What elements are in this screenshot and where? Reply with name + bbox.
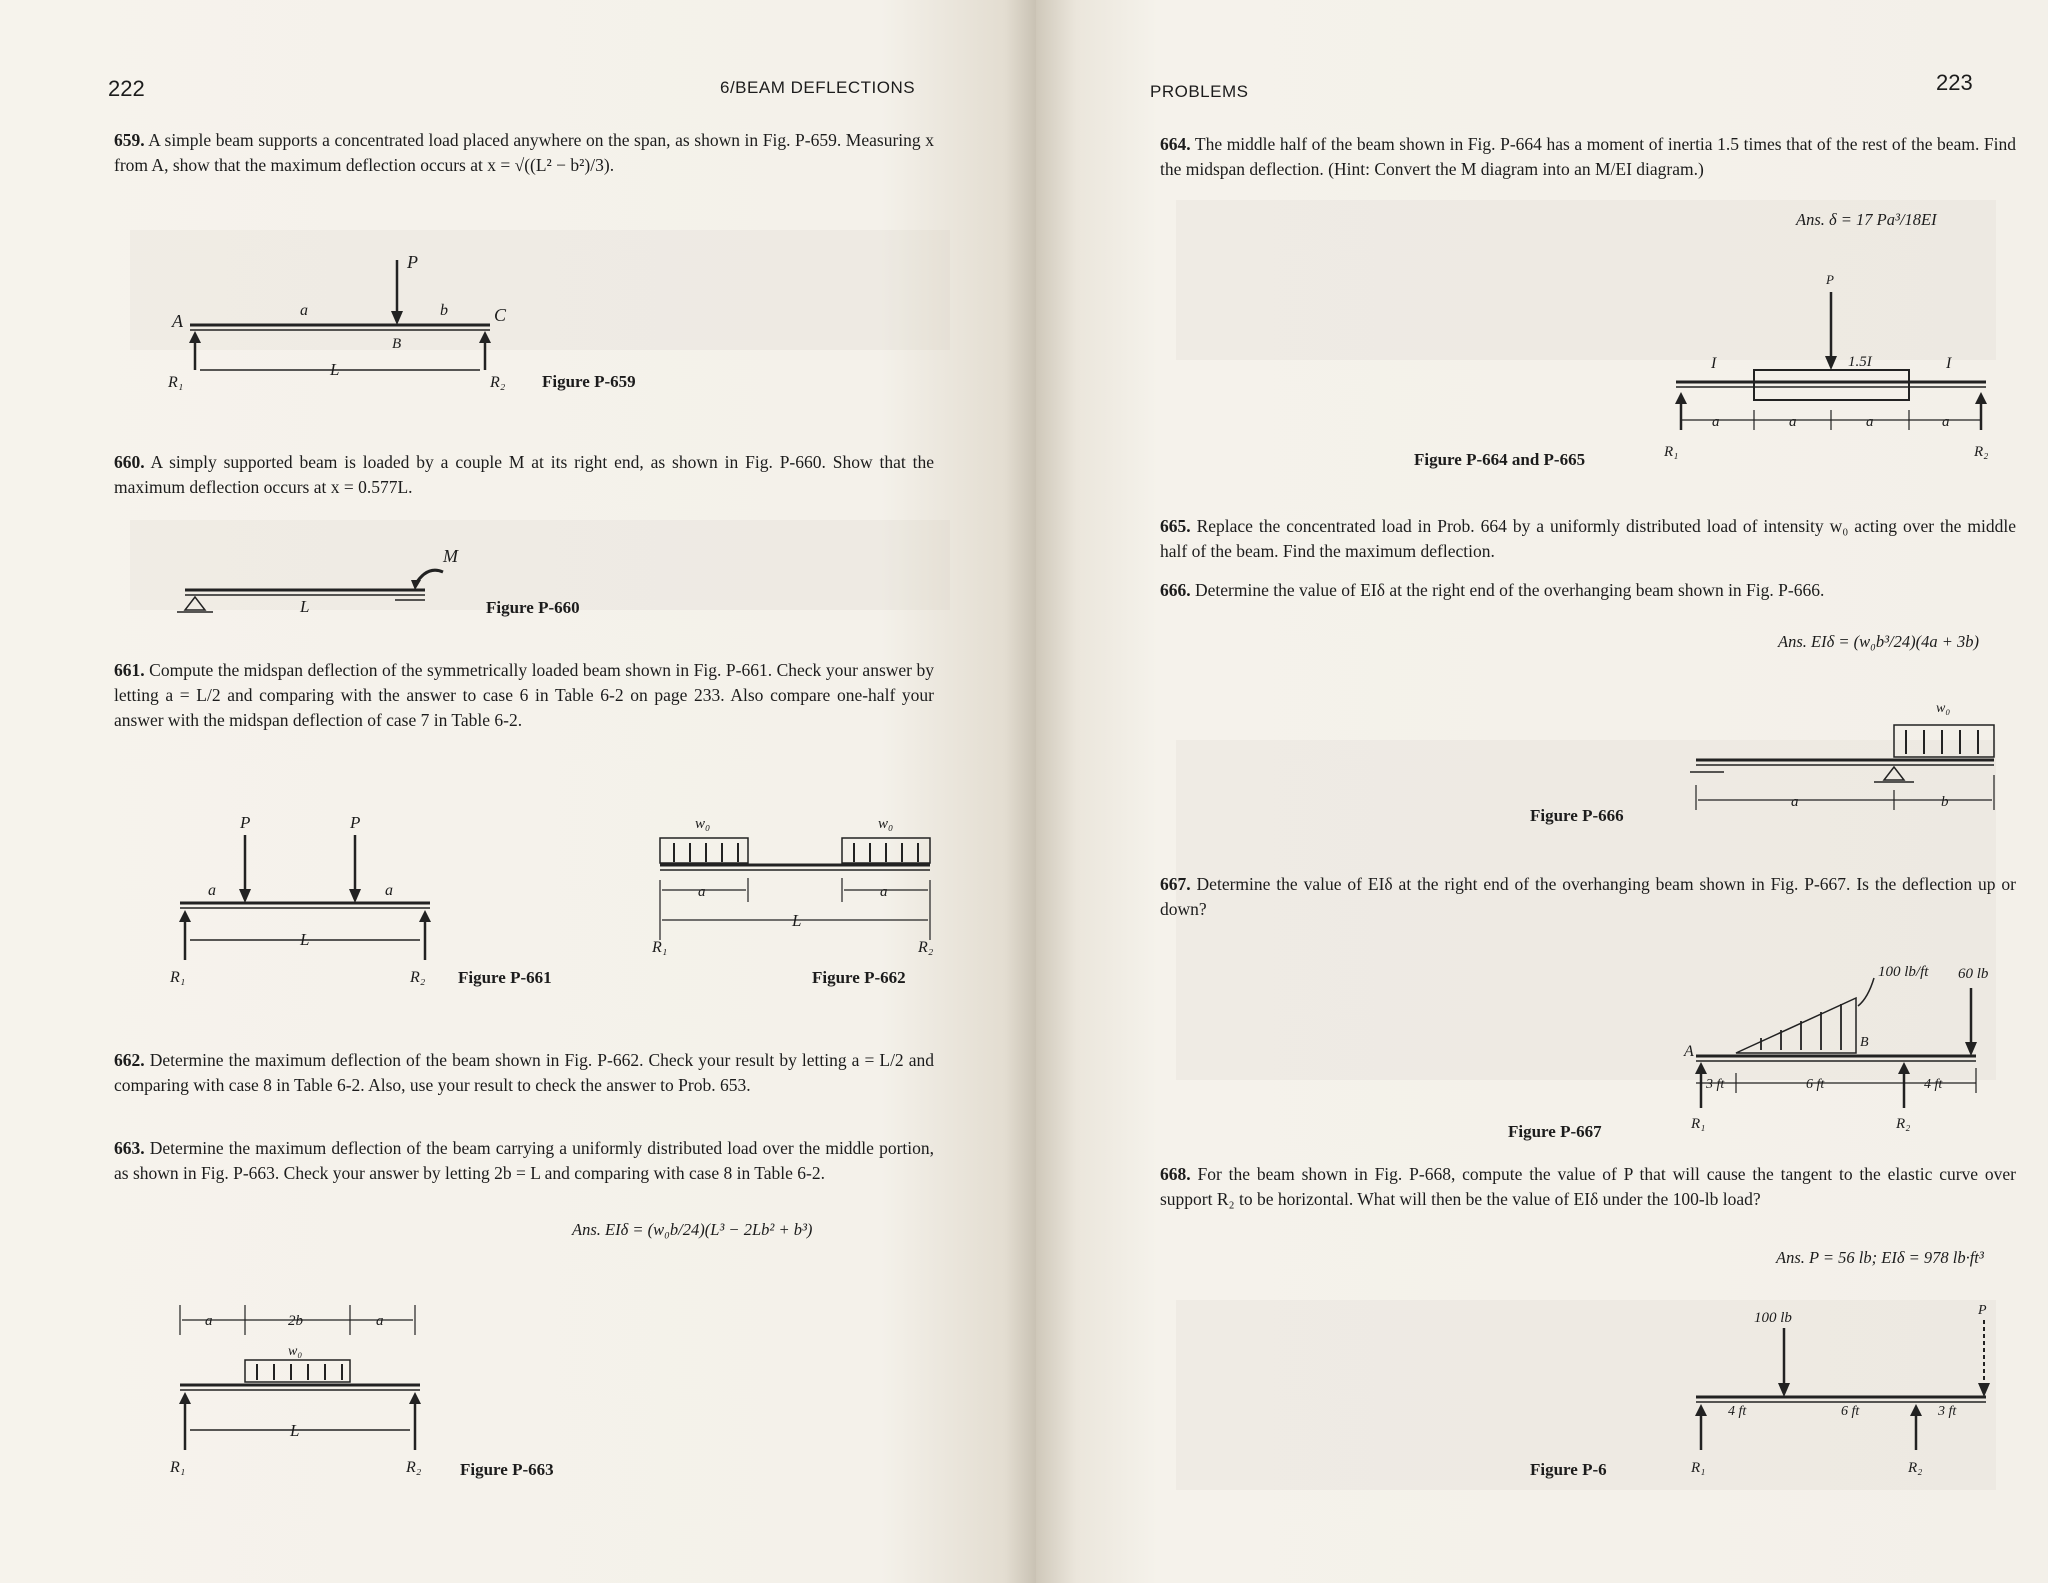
label-a: a [208, 882, 216, 899]
answer-668: Ans. P = 56 lb; EIδ = 978 lb·ft³ [1776, 1248, 1984, 1267]
problem-660 [114, 450, 934, 500]
label-L: L [300, 597, 310, 616]
label-L: L [290, 1421, 300, 1440]
label-C: C [494, 305, 507, 325]
label-2b: 2b [288, 1313, 303, 1329]
label-point-load: 60 lb [1958, 966, 1989, 982]
label-3ft: 3 ft [1938, 1404, 1957, 1419]
label-P: P [1978, 1303, 1987, 1318]
answer-666: Ans. EIδ = (w₀b³/24)(4a + 3b) [1778, 632, 1980, 651]
label-b: b [1941, 794, 1949, 810]
label-w0: w₀ [288, 1344, 303, 1359]
label-100lb: 100 lb [1754, 1310, 1792, 1326]
answer-664: Ans. δ = 17 Pa³/18EI [1796, 210, 1937, 229]
problem-text: Determine the value of EIδ at the right end of the overhanging beam shown in Fig. P-667. Is the deflection up or down? [1160, 874, 2017, 919]
problem-661 [114, 658, 934, 733]
label-load: 100 lb/ft [1878, 964, 1929, 980]
label-a: a [1791, 794, 1799, 810]
label-4ft: 4 ft [1728, 1404, 1747, 1419]
problem-666 [1160, 578, 2016, 603]
label-L: L [330, 360, 340, 379]
figure-caption: Figure P-659 [542, 372, 636, 391]
label-A: A [172, 311, 183, 331]
label-P: P [240, 813, 251, 832]
problem-number: 663. [114, 1138, 145, 1158]
problem-text: A simple beam supports a concentrated load placed anywhere on the span, as shown in Fig. P-659. Measuring x from A, show that the maximum deflection occurs at x = √((L² − b²)/3). [114, 130, 934, 175]
figure-caption: Figure P-664 and P-665 [1414, 450, 1586, 469]
problem-number: 660. [114, 452, 145, 472]
problem-668 [1160, 1162, 2016, 1212]
label-a: a [1942, 414, 1950, 430]
label-L: L [792, 911, 802, 930]
label-R2: R₂ [1896, 1116, 1911, 1132]
figure-caption: Figure P-661 [458, 968, 552, 987]
label-a: a [1866, 414, 1874, 430]
label-w0: w₀ [1936, 701, 1951, 716]
figure-p659-diagram [160, 245, 520, 395]
problem-667 [1160, 872, 2016, 922]
running-head: PROBLEMS [1150, 82, 1249, 101]
problem-text: Determine the value of EIδ at the right end of the overhanging beam shown in Fig. P-666. [1195, 580, 1825, 600]
problem-number: 666. [1160, 580, 1191, 600]
label-B: B [392, 336, 402, 352]
problem-number: 661. [114, 660, 145, 680]
label-R2: R₂ [410, 969, 426, 986]
figure-p668-diagram [1676, 1300, 2026, 1480]
problem-659 [114, 128, 934, 178]
figure-p666-diagram [1676, 690, 2016, 820]
label-I: I [1711, 355, 1717, 372]
label-a: a [376, 1313, 384, 1329]
problem-text: A simply supported beam is loaded by a couple M at its right end, as shown in Fig. P-660. Show that the maximum deflection occurs at x = 0.577L. [114, 452, 934, 497]
problem-663 [114, 1136, 934, 1186]
label-P: P [407, 252, 418, 272]
label-4ft: 4 ft [1924, 1077, 1943, 1092]
problem-664 [1160, 132, 2016, 182]
label-w0: w₀ [878, 816, 894, 832]
right-page [1036, 0, 2048, 1583]
figure-p662-diagram [640, 810, 940, 990]
label-a: a [698, 884, 706, 900]
figure-caption: Figure P-662 [812, 968, 906, 987]
label-P: P [350, 813, 361, 832]
figure-caption: Figure P-6 [1530, 1460, 1607, 1479]
page-number: 222 [108, 76, 145, 101]
figure-caption: Figure P-666 [1530, 806, 1624, 825]
running-head: 6/BEAM DEFLECTIONS [720, 78, 916, 97]
label-1.5I: 1.5I [1848, 354, 1872, 370]
figure-p661-diagram [160, 810, 460, 990]
label-a: a [385, 882, 393, 899]
label-L: L [300, 930, 310, 949]
label-R2: R₂ [918, 939, 934, 956]
label-I: I [1946, 355, 1952, 372]
problem-text: Determine the maximum deflection of the beam shown in Fig. P-662. Check your result by letting a = L/2 and comparing with case 8 in Table 6-2. Also, use your result to check the answer to Prob. 653. [114, 1050, 935, 1095]
problem-665 [1160, 514, 2016, 564]
label-a: a [1789, 414, 1797, 430]
figure-caption: Figure P-660 [486, 598, 580, 617]
label-R1: R₁ [168, 374, 184, 391]
problem-text: Compute the midspan deflection of the symmetrically loaded beam shown in Fig. P-661. Check your answer by letting a = L/2 and comparing with the answer to case 6 in Table 6-2 on page 233. Also compare one-half your answer with the midspan deflection of case 7 in Table 6-2. [114, 660, 935, 730]
answer-663: Ans. EIδ = (w₀b/24)(L³ − 2Lb² + b³) [572, 1220, 813, 1239]
problem-number: 662. [114, 1050, 145, 1070]
label-R1: R₁ [1691, 1460, 1706, 1476]
label-a: a [1712, 414, 1720, 430]
label-R1: R₁ [170, 1459, 186, 1476]
label-3ft: 3 ft [1706, 1077, 1725, 1092]
page-number: 223 [1936, 70, 1973, 95]
label-R2: R₂ [490, 374, 506, 391]
label-6ft: 6 ft [1841, 1404, 1860, 1419]
problem-number: 664. [1160, 134, 1191, 154]
figure-caption: Figure P-667 [1508, 1122, 1602, 1141]
figure-p667-diagram [1646, 958, 2026, 1138]
label-a: a [300, 302, 308, 319]
label-a: a [880, 884, 888, 900]
problem-text: Determine the maximum deflection of the beam carrying a uniformly distributed load over the middle portion, as shown in Fig. P-663. Check your answer by letting 2b = L and comparing with case 8 in Table 6-2. [114, 1138, 935, 1183]
label-R1: R₁ [1664, 444, 1679, 460]
figure-p660-diagram [165, 540, 465, 620]
label-P: P [1826, 272, 1834, 287]
problem-text: For the beam shown in Fig. P-668, compute the value of P that will cause the tangent to the elastic curve over support R₂ to be horizontal. What will then be the value of EIδ under the 100-lb load? [1160, 1164, 2016, 1209]
label-A: A [1684, 1043, 1694, 1060]
label-R1: R₁ [652, 939, 668, 956]
label-R1: R₁ [1691, 1116, 1706, 1132]
problem-number: 668. [1160, 1164, 1191, 1184]
problem-number: 667. [1160, 874, 1191, 894]
problem-text: Replace the concentrated load in Prob. 664 by a uniformly distributed load of intensity w₀ acting over the middle half of the beam. Find the maximum deflection. [1160, 516, 2016, 561]
label-R1: R₁ [170, 969, 186, 986]
label-w0: w₀ [695, 816, 711, 832]
problem-662 [114, 1048, 934, 1098]
figure-p664-diagram [1656, 270, 2006, 460]
label-B: B [1860, 1035, 1869, 1050]
label-b: b [440, 302, 448, 319]
label-M: M [443, 546, 458, 566]
problem-text: The middle half of the beam shown in Fig. P-664 has a moment of inertia 1.5 times that of the rest of the beam. Find the midspan deflection. (Hint: Convert the M diagram into an M/EI diagram.) [1160, 134, 2017, 179]
label-R2: R₂ [1974, 444, 1989, 460]
figure-p663-diagram [160, 1300, 440, 1480]
label-6ft: 6 ft [1806, 1077, 1825, 1092]
figure-caption: Figure P-663 [460, 1460, 554, 1479]
label-a: a [205, 1313, 213, 1329]
problem-number: 665. [1160, 516, 1191, 536]
problem-number: 659. [114, 130, 145, 150]
label-R2: R₂ [1908, 1460, 1923, 1476]
label-R2: R₂ [406, 1459, 422, 1476]
